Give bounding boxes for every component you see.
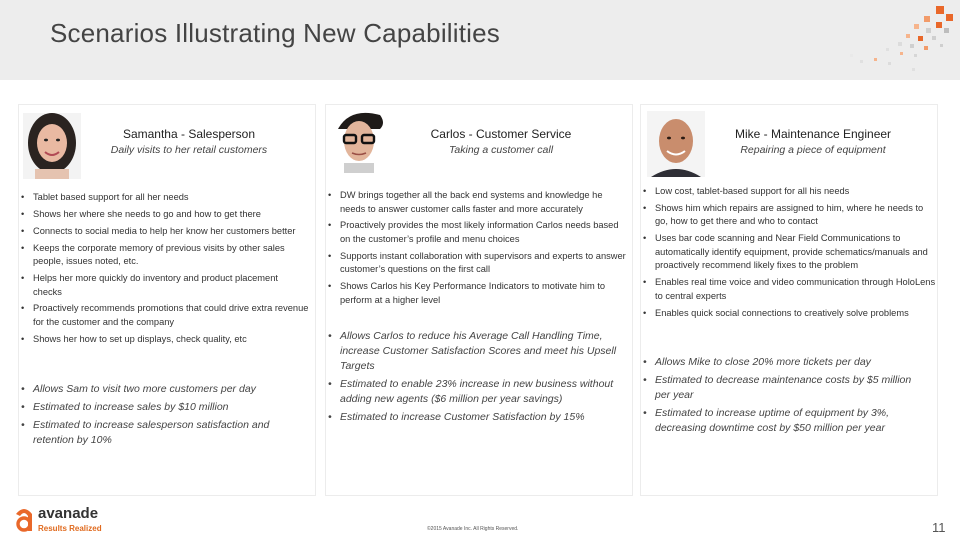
copyright-notice: ©2015 Avanade Inc. All Rights Reserved. xyxy=(427,526,519,532)
feature-item: • Low cost, tablet-based support for all his needs xyxy=(641,185,937,199)
persona-subtitle: Repairing a piece of equipment xyxy=(740,144,886,156)
outcome-item: • Estimated to increase Customer Satisfaction by 15% xyxy=(326,410,632,425)
feature-item: • Supports instant collaboration with supervisors and experts to answer customer’s questions on the first call xyxy=(326,250,628,277)
outcome-item: • Allows Mike to close 20% more tickets per day xyxy=(641,355,927,370)
feature-item: • Shows Carlos his Key Performance Indicators to motivate him to perform at a higher level xyxy=(326,280,628,307)
feature-item: • Shows her where she needs to go and how to get there xyxy=(19,208,309,222)
feature-item: • Helps her more quickly do inventory and product placement checks xyxy=(19,272,309,299)
feature-item: • Connects to social media to help her know her customers better xyxy=(19,225,309,239)
persona-subtitle: Taking a customer call xyxy=(448,144,554,156)
persona-subtitle: Daily visits to her retail customers xyxy=(110,144,268,156)
feature-item: • Tablet based support for all her needs xyxy=(19,191,309,205)
slide-title: Scenarios Illustrating New Capabilities xyxy=(50,18,501,48)
persona-card-mike xyxy=(640,104,938,496)
feature-item: • Enables real time voice and video communication through HoloLens to central experts xyxy=(641,276,937,303)
outcome-item: • Estimated to increase uptime of equipment by 3%, decreasing downtime cost by $50 million per year xyxy=(641,406,927,436)
feature-item: • Shows him which repairs are assigned to him, where he needs to go, how to get there and who to contact xyxy=(641,202,937,229)
outcome-list xyxy=(326,329,632,428)
outcome-item: • Estimated to enable 23% increase in new business without adding new agents ($6 million per year savings) xyxy=(326,377,632,407)
feature-item: • Enables quick social connections to creatively solve problems xyxy=(641,307,937,321)
decorative-dots-graphic xyxy=(840,4,956,74)
page-number: 11 xyxy=(932,520,946,535)
feature-list xyxy=(326,189,628,311)
persona-card-carlos xyxy=(325,104,633,496)
outcome-item: • Estimated to decrease maintenance costs by $5 million per year xyxy=(641,373,927,403)
persona-card-samantha xyxy=(18,104,316,496)
feature-item: • Uses bar code scanning and Near Field Communications to automatically identify equipment, provide schematics/manuals and proactively recommend likely fixes to the problem xyxy=(641,232,937,273)
logo-tagline: Results Realized xyxy=(38,524,102,533)
feature-item: • Proactively recommends promotions that could drive extra revenue for the customer and the company xyxy=(19,302,309,329)
feature-item: • Keeps the corporate memory of previous visits by other sales people, issues noted, etc. xyxy=(19,242,309,269)
avanade-logo-icon xyxy=(12,505,36,533)
feature-item: • Proactively provides the most likely information Carlos needs based on the customer’s profile and menu choices xyxy=(326,219,628,246)
outcome-item: • Allows Carlos to reduce his Average Call Handling Time, increase Customer Satisfaction Scores and meet his Upsell Targets xyxy=(326,329,632,374)
mike-photo-avatar xyxy=(647,111,705,177)
feature-list xyxy=(19,191,309,350)
samantha-photo-avatar xyxy=(23,113,81,179)
persona-name: Mike - Maintenance Engineer xyxy=(734,127,892,141)
outcome-item: • Estimated to increase salesperson satisfaction and retention by 10% xyxy=(19,418,289,448)
persona-name: Samantha - Salesperson xyxy=(122,127,256,141)
persona-name: Carlos - Customer Service xyxy=(430,127,572,141)
feature-list xyxy=(641,185,937,323)
outcome-list xyxy=(641,355,927,439)
carlos-photo-avatar xyxy=(330,107,388,173)
outcome-list xyxy=(19,382,289,451)
logo-wordmark: avanade xyxy=(38,505,99,522)
feature-item: • Shows her how to set up displays, check quality, etc xyxy=(19,333,309,347)
outcome-item: • Allows Sam to visit two more customers per day xyxy=(19,382,289,397)
feature-item: • DW brings together all the back end systems and knowledge he needs to answer customer calls faster and more accurately xyxy=(326,189,628,216)
outcome-item: • Estimated to increase sales by $10 million xyxy=(19,400,289,415)
